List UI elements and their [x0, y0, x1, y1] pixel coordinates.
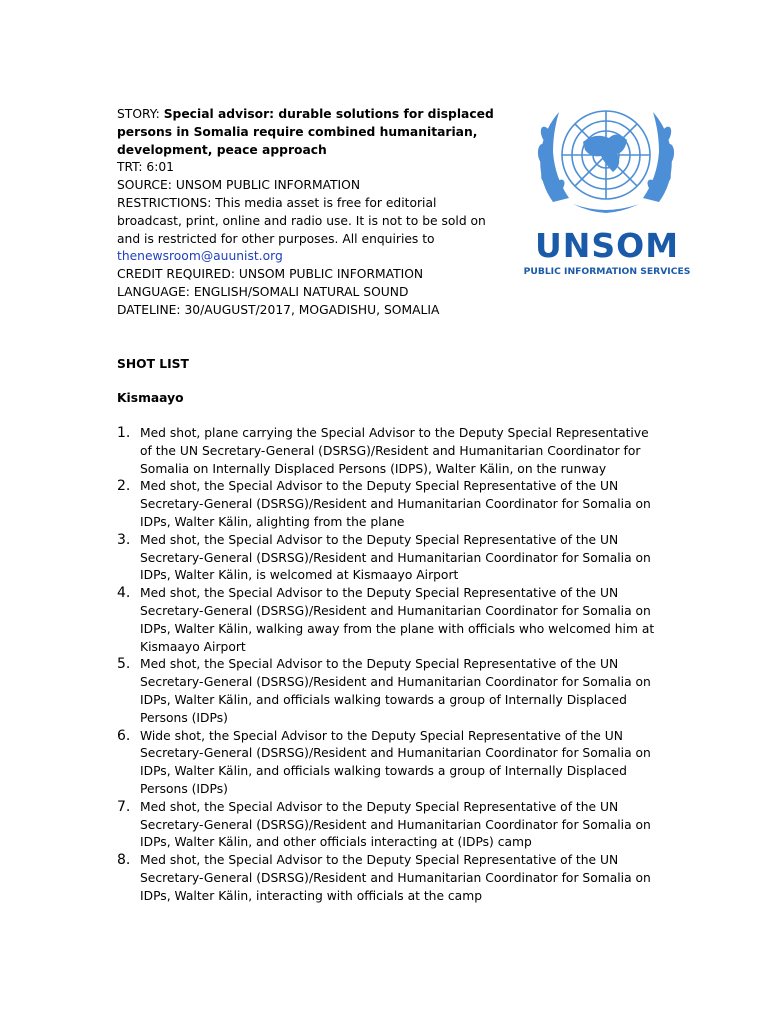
story-title: Special advisor: durable solutions for displaced persons in Somalia require combined humanitarian, development, peace approach	[117, 107, 494, 157]
shot-text: Med shot, the Special Advisor to the Deputy Special Representative of the UN Secretary-General (DSRSG)/Resident and Humanitarian Coordinator for Somalia on IDPs, Walter Kälin, is welcomed at Kismaayo Airport	[140, 532, 651, 583]
shot-number: 6.	[117, 727, 131, 744]
shot-text: Med shot, the Special Advisor to the Deputy Special Representative of the UN Secretary-General (DSRSG)/Resident and Humanitarian Coordinator for Somalia on IDPs, Walter Kälin, interacting with officials at the camp	[140, 853, 651, 903]
email-link[interactable]: thenewsroom@auunist.org	[117, 249, 283, 264]
location-heading: Kismaayo	[117, 391, 184, 405]
shot-number: 8.	[117, 852, 131, 869]
language-line: LANGUAGE: ENGLISH/SOMALI NATURAL SOUND	[117, 284, 409, 299]
logo-title: UNSOM	[534, 226, 680, 265]
shot-text: Med shot, plane carrying the Special Advisor to the Deputy Special Representative of the UN Secretary-General (DSRSG)/Resident and Humanitarian Coordinator for Somalia on Internally Displaced Persons (IDPS), Walter Kälin, on the runway	[140, 426, 649, 476]
shot-item-1	[117, 425, 657, 478]
shot-text: Med shot, the Special Advisor to the Deputy Special Representative of the UN Secretary-General (DSRSG)/Resident and Humanitarian Coordinator for Somalia on IDPs, Walter Kälin, and other officials interacting at (IDPs) camp	[140, 799, 651, 850]
shot-text: Med shot, the Special Advisor to the Deputy Special Representative of the UN Secretary-General (DSRSG)/Resident and Humanitarian Coordinator for Somalia on IDPs, Walter Kälin, alighting from the plane	[140, 479, 651, 529]
shot-list	[117, 425, 657, 906]
source-line: SOURCE: UNSOM PUBLIC INFORMATION	[117, 178, 361, 193]
shot-number: 5.	[117, 656, 131, 673]
shot-item-4	[117, 585, 657, 656]
shot-number: 1.	[117, 425, 131, 441]
shot-number: 2.	[117, 478, 131, 495]
shot-number: 7.	[117, 798, 131, 815]
story-line	[117, 106, 497, 159]
shot-item-8	[117, 852, 657, 905]
shot-text: Wide shot, the Special Advisor to the Deputy Special Representative of the UN Secretary-General (DSRSG)/Resident and Humanitarian Coordinator for Somalia on IDPs, Walter Kälin, and officials walking towards a group of Internally Displaced Persons (IDPs)	[140, 728, 651, 796]
credit-line: CREDIT REQUIRED: UNSOM PUBLIC INFORMATION	[117, 267, 424, 282]
shot-item-3	[117, 532, 657, 585]
dateline-line: DATELINE: 30/AUGUST/2017, MOGADISHU, SOMALIA	[117, 302, 440, 317]
shot-text: Med shot, the Special Advisor to the Deputy Special Representative of the UN Secretary-General (DSRSG)/Resident and Humanitarian Coordinator for Somalia on IDPs, Walter Kälin, and officials walking towards a group of Internally Displaced Persons (IDPs)	[140, 657, 651, 725]
story-label: STORY:	[117, 107, 164, 121]
logo-subtitle: PUBLIC INFORMATION SERVICES	[523, 266, 691, 277]
shot-item-5	[117, 656, 657, 727]
story-header	[117, 106, 497, 320]
trt-line: TRT: 6:01	[117, 160, 174, 175]
shot-item-2	[117, 478, 657, 531]
shot-item-6	[117, 728, 657, 799]
shot-item-7	[117, 799, 657, 852]
shot-number: 3.	[117, 531, 131, 548]
shot-number: 4.	[117, 585, 131, 602]
restrictions-line: RESTRICTIONS: This media asset is free for editorial broadcast, print, online and radio use. It is not to be sold on and is restricted for other purposes. All enquiries to	[117, 195, 486, 246]
shot-list-heading: SHOT LIST	[117, 357, 189, 371]
shot-text: Med shot, the Special Advisor to the Deputy Special Representative of the UN Secretary-General (DSRSG)/Resident and Humanitarian Coordinator for Somalia on IDPs, Walter Kälin, walking away from the plane with officials who welcomed him at Kismaayo Airport	[140, 586, 655, 654]
